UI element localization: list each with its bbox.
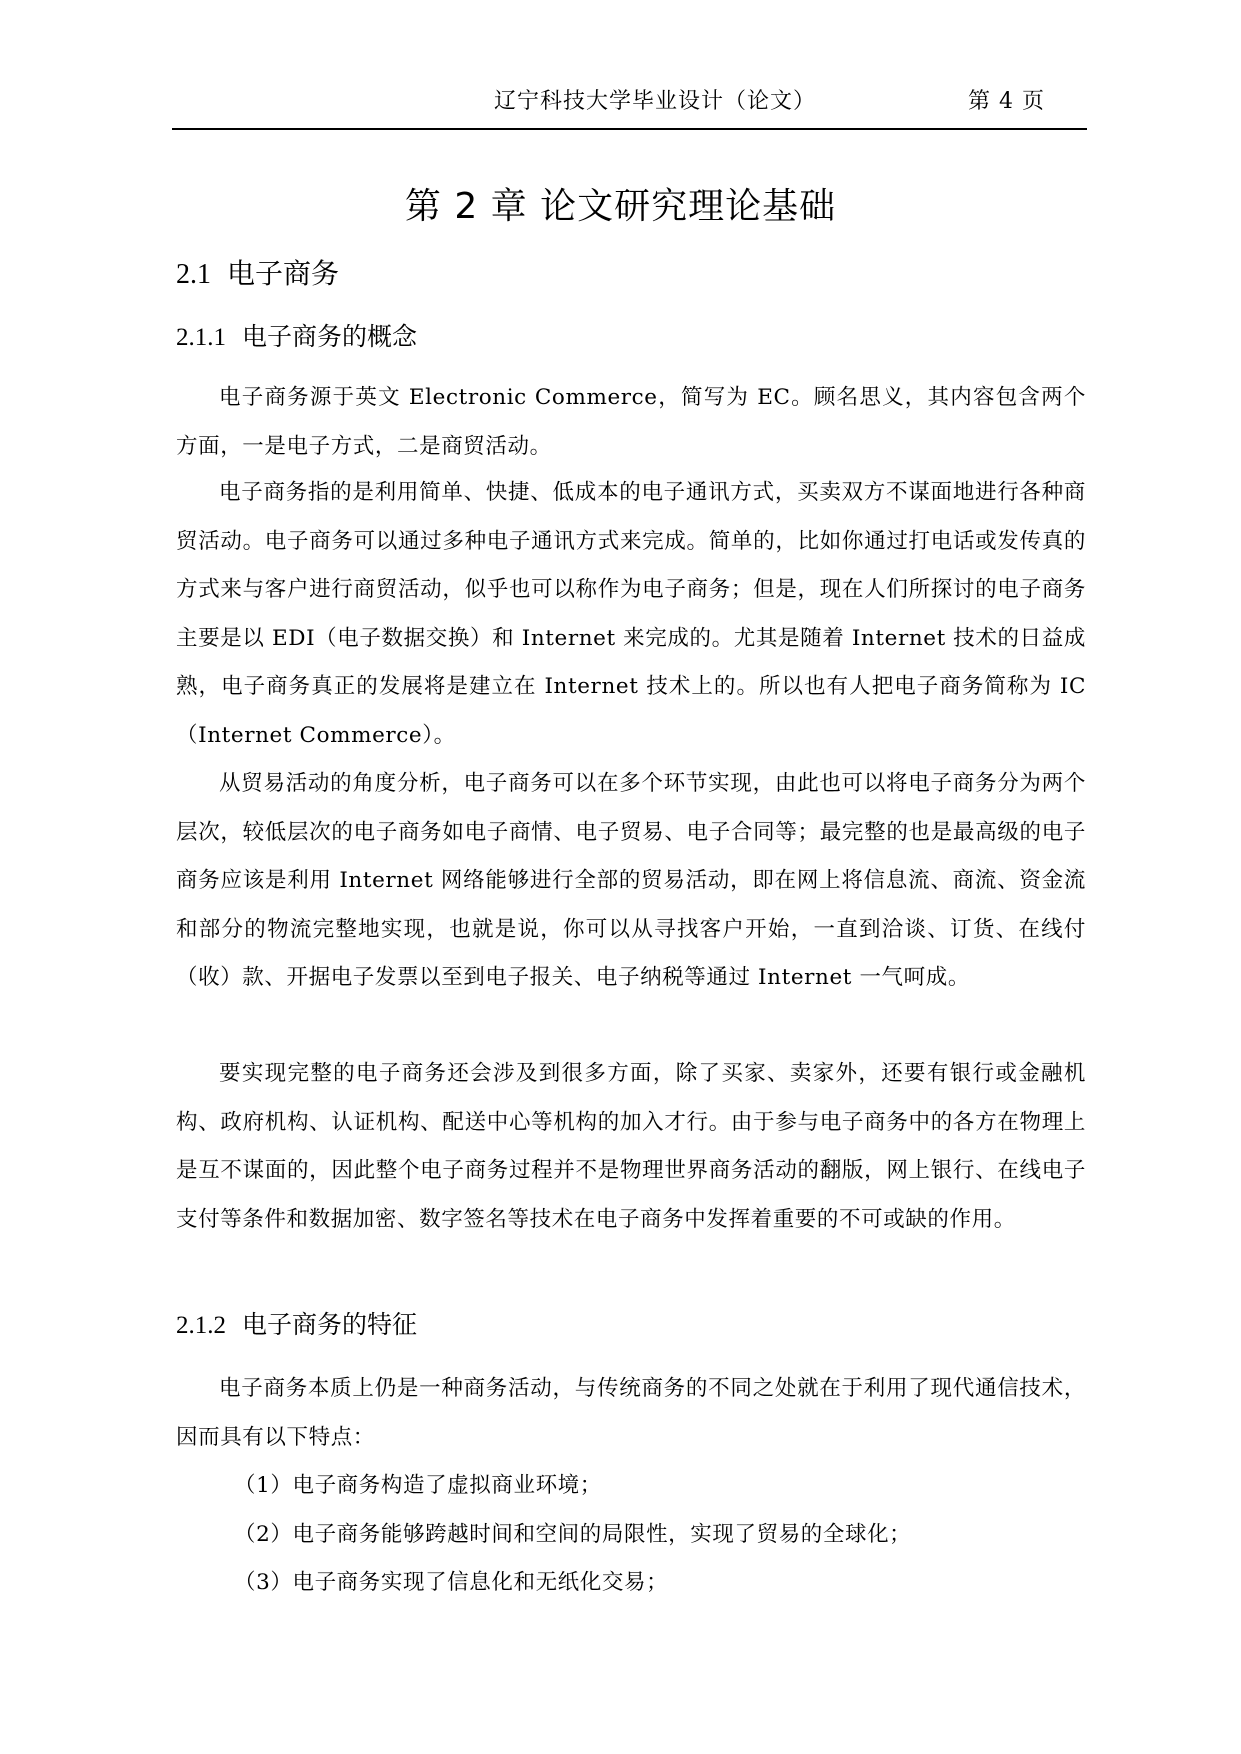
list-item: （3）电子商务实现了信息化和无纸化交易； xyxy=(234,1570,669,1595)
paragraph: 要实现完整的电子商务还会涉及到很多方面，除了买家、卖家外，还要有银行或金融机构、政府机构、认证机构、配送中心等机构的加入才行。由于参与电子商务中的各方在物理上是互不谋面的，因此整个电子商务过程并不是物理世界商务活动的翻版，网上银行、在线电子支付等条件和数据加密、数字签名等技术在电子商务中发挥着重要的不可或缺的作用。 xyxy=(176,1061,1086,1232)
subsection-heading-2-1-2 xyxy=(176,1309,417,1342)
paragraph: 电子商务源于英文 Electronic Commerce，简写为 EC。顾名思义，其内容包含两个方面，一是电子方式，二是商贸活动。 xyxy=(176,385,1086,459)
subsection-number: 2.1.2 xyxy=(176,1312,226,1339)
list-item: （2）电子商务能够跨越时间和空间的局限性，实现了贸易的全球化； xyxy=(234,1521,912,1547)
section-number: 2.1 xyxy=(176,259,211,290)
paragraph: 电子商务本质上仍是一种商务活动，与传统商务的不同之处就在于利用了现代通信技术，因而具有以下特点： xyxy=(176,1376,1086,1450)
feature-list xyxy=(176,1462,1086,1608)
list-item: （1）电子商务构造了虚拟商业环境； xyxy=(234,1473,602,1498)
paragraph: 电子商务指的是利用简单、快捷、低成本的电子通讯方式，买卖双方不谋面地进行各种商贸活动。电子商务可以通过多种电子通讯方式来完成。简单的，比如你通过打电话或发传真的方式来与客户进行商贸活动，似乎也可以称作为电子商务；但是，现在人们所探讨的电子商务主要是以 EDI（电子数据交换）和 Internet 来完成的。尤其是随着 Internet 技术的日益成熟，电子商务真正的发展将是建立在 Internet 技术上的。所以也有人把电子商务简称为 IC（Internet Commerce）。 xyxy=(176,480,1086,748)
section-heading-2-1 xyxy=(176,256,339,293)
section-title: 电子商务 xyxy=(227,257,340,290)
subsection-title: 电子商务的概念 xyxy=(242,322,418,351)
subsection-number: 2.1.1 xyxy=(176,324,226,351)
page-header xyxy=(172,88,1087,130)
subsection-heading-2-1-1 xyxy=(176,321,417,354)
header-title: 辽宁科技大学毕业设计（论文） xyxy=(494,89,817,114)
paragraph: 从贸易活动的角度分析，电子商务可以在多个环节实现，由此也可以将电子商务分为两个层次，较低层次的电子商务如电子商情、电子贸易、电子合同等；最完整的也是最高级的电子商务应该是利用 Internet 网络能够进行全部的贸易活动，即在网上将信息流、商流、资金流和部分的物流完整地实现，也就是说，你可以从寻找客户开始，一直到洽谈、订货、在线付（收）款、开据电子发票以至到电子报关、电子纳税等通过 Internet 一气呵成。 xyxy=(176,771,1086,990)
header-page-number: 第 4 页 xyxy=(968,89,1045,114)
subsection-title: 电子商务的特征 xyxy=(242,1310,418,1339)
chapter-title: 第 2 章 论文研究理论基础 xyxy=(404,186,837,227)
